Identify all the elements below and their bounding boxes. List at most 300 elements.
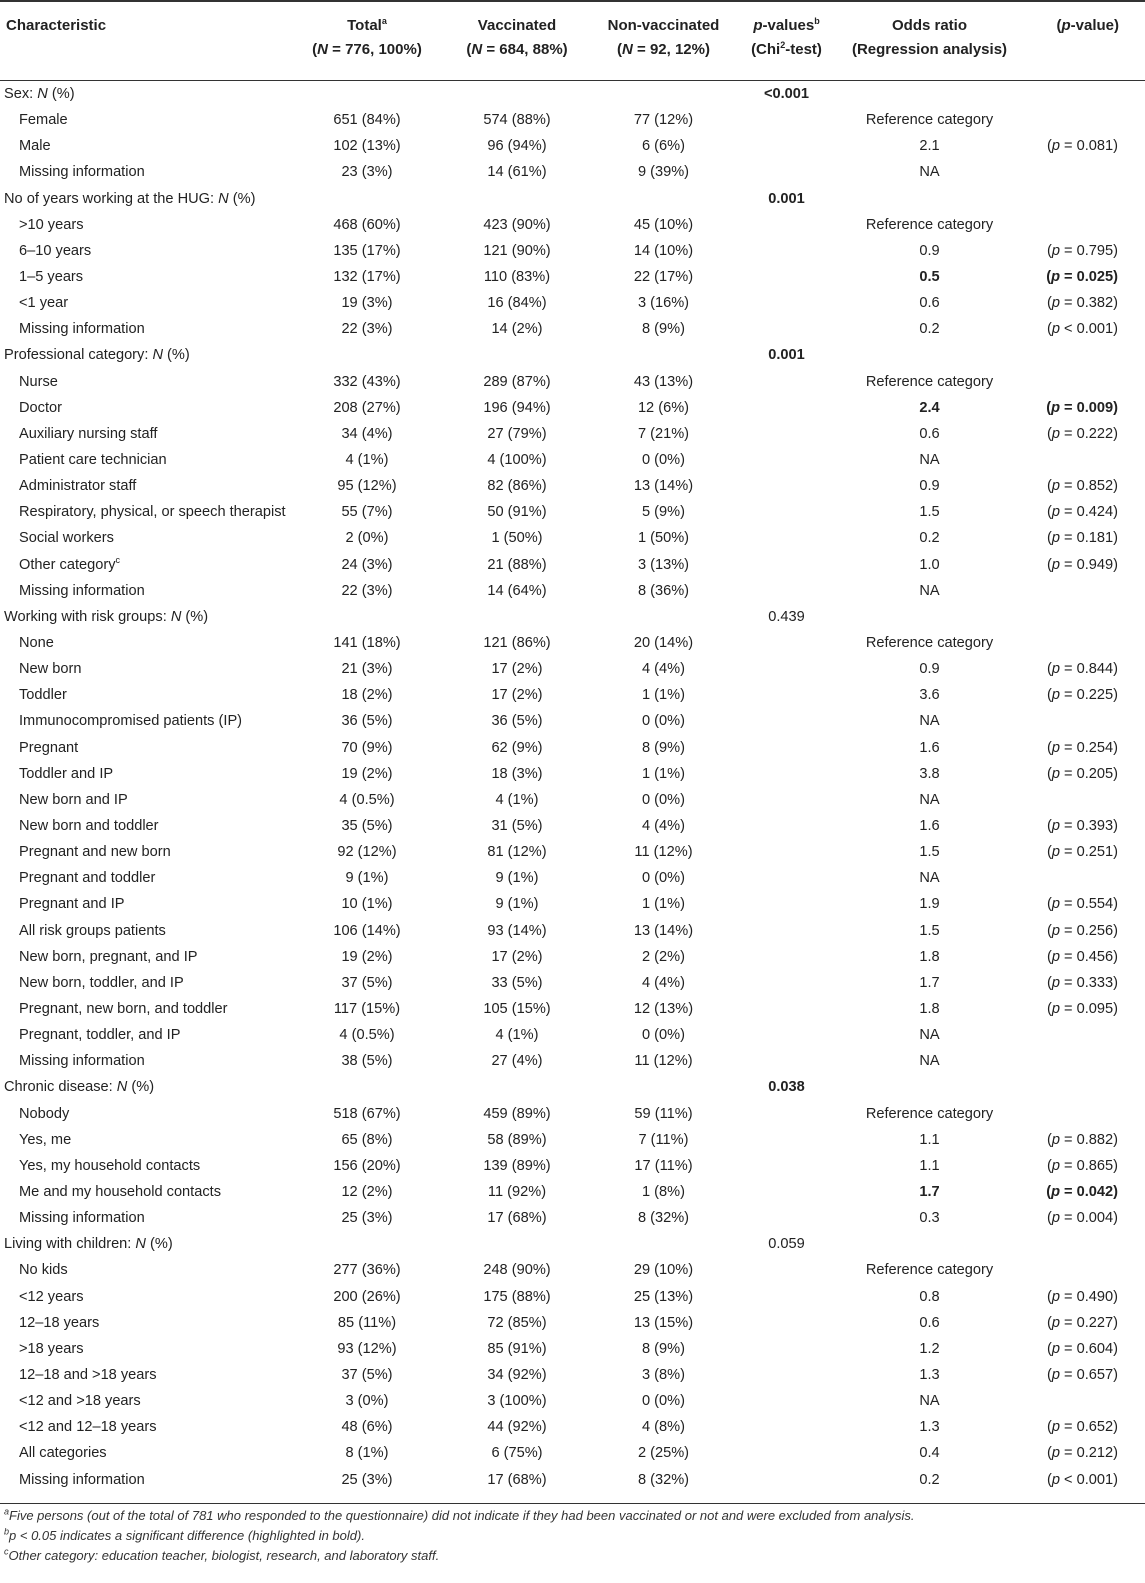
- regression-p-value-cell: (p < 0.001): [1046, 1471, 1118, 1488]
- non-vaccinated-cell: 14 (10%): [633, 242, 694, 259]
- empty-cell: [735, 1388, 838, 1414]
- table-header: [0, 0, 1145, 81]
- empty-cell: [442, 1074, 592, 1100]
- row-label-text: Male: [19, 138, 51, 155]
- row-label: [0, 787, 292, 813]
- row-label-text: <1 year: [19, 295, 69, 312]
- row-label-text: Nurse: [19, 373, 58, 390]
- odds-ratio-cell: Reference category: [865, 635, 994, 652]
- regression-p-value-cell: [1021, 578, 1145, 604]
- vaccinated-cell: 423 (90%): [483, 216, 551, 233]
- row-label: [0, 1414, 292, 1440]
- odds-ratio-cell: 0.6: [919, 295, 940, 312]
- table-row: [0, 1022, 1145, 1048]
- odds-ratio-cell: 0.2: [919, 1471, 940, 1488]
- row-label-text: Pregnant, toddler, and IP: [19, 1027, 181, 1044]
- row-label: [0, 682, 292, 708]
- section-label-n: N: [135, 1236, 146, 1253]
- total-cell: 10 (1%): [341, 896, 393, 913]
- empty-cell: [735, 1336, 838, 1362]
- non-vaccinated-cell: 43 (13%): [633, 373, 694, 390]
- empty-cell: [735, 839, 838, 865]
- empty-cell: [735, 395, 838, 421]
- row-label: [0, 447, 292, 473]
- vaccinated-cell: 14 (61%): [487, 164, 547, 181]
- table-row: [0, 787, 1145, 813]
- section-label: [0, 186, 292, 212]
- vaccinated-cell: 248 (90%): [483, 1262, 551, 1279]
- vaccinated-cell: 96 (94%): [487, 138, 547, 155]
- odds-ratio-cell: 0.9: [919, 661, 940, 678]
- odds-ratio-cell: 1.3: [919, 1419, 940, 1436]
- regression-p-value-cell: (p = 0.657): [1046, 1366, 1118, 1383]
- row-label: [0, 1466, 292, 1492]
- row-label: [0, 499, 292, 525]
- chi-test-p-value: <0.001: [763, 86, 810, 103]
- row-label: [0, 1257, 292, 1283]
- table-row: [0, 578, 1145, 604]
- table-row: [0, 1414, 1145, 1440]
- row-label: [0, 630, 292, 656]
- regression-p-value-cell: (p = 0.095): [1046, 1000, 1118, 1017]
- table-row: [0, 395, 1145, 421]
- total-cell: 37 (5%): [341, 1366, 393, 1383]
- empty-cell: [292, 604, 442, 630]
- row-label: [0, 1100, 292, 1126]
- empty-cell: [735, 1466, 838, 1492]
- empty-cell: [442, 1231, 592, 1257]
- regression-p-value-cell: (p = 0.949): [1046, 556, 1118, 573]
- vaccinated-cell: 72 (85%): [487, 1314, 547, 1331]
- section-label: [0, 81, 292, 107]
- chi-test-p-value: 0.001: [768, 347, 805, 364]
- row-label-text: New born, toddler, and IP: [19, 974, 184, 991]
- odds-ratio-cell: 1.7: [919, 1183, 940, 1200]
- non-vaccinated-cell: 7 (11%): [638, 1131, 689, 1148]
- row-label-text: New born, pregnant, and IP: [19, 948, 198, 965]
- vaccinated-cell: 175 (88%): [483, 1288, 551, 1305]
- total-cell: 23 (3%): [341, 164, 393, 181]
- empty-cell: [1021, 81, 1145, 107]
- empty-cell: [735, 918, 838, 944]
- non-vaccinated-cell: 11 (12%): [634, 844, 693, 861]
- regression-p-value-cell: [1021, 447, 1145, 473]
- vaccinated-cell: 33 (5%): [491, 974, 543, 991]
- vaccinated-cell: 44 (92%): [487, 1419, 547, 1436]
- regression-p-value-cell: (p = 0.795): [1046, 242, 1118, 259]
- row-label: [0, 1388, 292, 1414]
- regression-p-value-cell: [1021, 787, 1145, 813]
- empty-cell: [735, 996, 838, 1022]
- empty-cell: [735, 1179, 838, 1205]
- row-label-text: Yes, me: [19, 1131, 72, 1148]
- row-label: [0, 421, 292, 447]
- empty-cell: [735, 369, 838, 395]
- non-vaccinated-cell: 0 (0%): [642, 791, 685, 808]
- header-vaccinated: Vaccinated (N = 684, 88%): [466, 17, 568, 58]
- table-row: [0, 1388, 1145, 1414]
- non-vaccinated-cell: 2 (25%): [637, 1445, 690, 1462]
- odds-ratio-cell: NA: [919, 582, 940, 599]
- odds-ratio-cell: NA: [919, 870, 940, 887]
- total-cell: 24 (3%): [341, 556, 393, 573]
- odds-ratio-cell: 0.2: [919, 321, 940, 338]
- row-label: [0, 395, 292, 421]
- non-vaccinated-cell: 6 (6%): [642, 138, 685, 155]
- total-cell: 518 (67%): [333, 1105, 401, 1122]
- odds-ratio-cell: 2.1: [919, 138, 940, 155]
- odds-ratio-cell: Reference category: [865, 216, 994, 233]
- section-row: [0, 604, 1145, 630]
- row-label: [0, 708, 292, 734]
- total-cell: 95 (12%): [337, 478, 397, 495]
- regression-p-value-cell: [1021, 1100, 1145, 1126]
- empty-cell: [592, 186, 735, 212]
- empty-cell: [735, 970, 838, 996]
- non-vaccinated-cell: 25 (13%): [633, 1288, 694, 1305]
- total-cell: 22 (3%): [341, 582, 393, 599]
- table-row: [0, 552, 1145, 578]
- section-label-suffix: (%): [163, 347, 190, 364]
- row-label-text: <12 and >18 years: [19, 1393, 141, 1410]
- total-cell: 12 (2%): [341, 1183, 393, 1200]
- total-cell: 34 (4%): [341, 425, 393, 442]
- vaccinated-cell: 62 (9%): [491, 739, 543, 756]
- empty-cell: [1021, 342, 1145, 368]
- empty-cell: [292, 1074, 442, 1100]
- total-cell: 55 (7%): [341, 504, 393, 521]
- vaccinated-cell: 36 (5%): [491, 713, 543, 730]
- regression-p-value-cell: (p = 0.604): [1046, 1340, 1118, 1357]
- regression-p-value-cell: [1021, 369, 1145, 395]
- empty-cell: [735, 813, 838, 839]
- vaccinated-cell: 31 (5%): [491, 818, 543, 834]
- regression-p-value-cell: (p = 0.042): [1046, 1183, 1118, 1200]
- empty-cell: [838, 342, 1021, 368]
- top-rule: [0, 0, 1145, 2]
- odds-ratio-cell: 1.5: [919, 844, 940, 861]
- table-row: [0, 865, 1145, 891]
- table-row: [0, 1205, 1145, 1231]
- empty-cell: [735, 1022, 838, 1048]
- total-cell: 19 (3%): [341, 295, 393, 312]
- odds-ratio-cell: Reference category: [865, 373, 994, 390]
- empty-cell: [735, 552, 838, 578]
- row-label: [0, 212, 292, 238]
- section-label-n: N: [116, 1079, 128, 1096]
- regression-p-value-cell: (p = 0.256): [1046, 922, 1118, 939]
- odds-ratio-cell: 0.8: [919, 1288, 940, 1305]
- empty-cell: [838, 1074, 1021, 1100]
- odds-ratio-cell: 1.1: [919, 1131, 940, 1148]
- total-cell: 65 (8%): [341, 1131, 393, 1148]
- row-label: [0, 1127, 292, 1153]
- vaccinated-cell: 34 (92%): [487, 1366, 547, 1383]
- odds-ratio-cell: 1.7: [919, 974, 940, 991]
- non-vaccinated-cell: 8 (36%): [637, 582, 690, 599]
- odds-ratio-cell: 1.1: [919, 1157, 940, 1174]
- row-label-text: Immunocompromised patients (IP): [19, 713, 243, 730]
- empty-cell: [735, 1310, 838, 1336]
- regression-p-value-cell: [1021, 159, 1145, 185]
- total-cell: 332 (43%): [333, 373, 401, 390]
- empty-cell: [735, 1283, 838, 1309]
- total-cell: 9 (1%): [345, 870, 389, 887]
- vaccinated-cell: 17 (68%): [487, 1471, 547, 1488]
- row-label: [0, 1153, 292, 1179]
- regression-p-value-cell: [1021, 1048, 1145, 1074]
- table-row: [0, 1127, 1145, 1153]
- regression-p-value-cell: [1021, 1022, 1145, 1048]
- row-label: [0, 918, 292, 944]
- row-label-text: 1–5 years: [19, 269, 84, 286]
- non-vaccinated-cell: 8 (32%): [637, 1210, 690, 1227]
- regression-p-value-cell: (p = 0.393): [1046, 818, 1118, 834]
- row-label: [0, 1440, 292, 1466]
- header-rule: [0, 80, 1145, 81]
- total-cell: 2 (0%): [345, 530, 389, 547]
- section-label: [0, 1231, 292, 1257]
- odds-ratio-cell: 0.5: [919, 269, 940, 286]
- vaccinated-cell: 9 (1%): [495, 896, 539, 913]
- total-cell: 4 (1%): [345, 452, 389, 469]
- non-vaccinated-cell: 0 (0%): [642, 713, 685, 730]
- regression-p-value-cell: (p < 0.001): [1046, 321, 1118, 338]
- row-label: [0, 473, 292, 499]
- table-row: [0, 133, 1145, 159]
- vaccinated-cell: 17 (2%): [491, 687, 543, 704]
- regression-p-value-cell: (p = 0.009): [1046, 399, 1118, 416]
- regression-p-value-cell: (p = 0.227): [1046, 1314, 1118, 1331]
- non-vaccinated-cell: 1 (1%): [642, 687, 685, 704]
- regression-p-value-cell: (p = 0.251): [1046, 844, 1118, 861]
- vaccinated-cell: 3 (100%): [487, 1393, 547, 1410]
- non-vaccinated-cell: 0 (0%): [642, 870, 685, 887]
- empty-cell: [735, 1100, 838, 1126]
- total-cell: 117 (15%): [333, 1000, 401, 1017]
- regression-p-value-cell: (p = 0.222): [1046, 425, 1118, 442]
- row-label-text: Pregnant, new born, and toddler: [19, 1000, 228, 1017]
- non-vaccinated-cell: 2 (2%): [642, 948, 685, 965]
- section-label-n: N: [152, 347, 163, 364]
- vaccinated-cell: 82 (86%): [487, 478, 547, 495]
- total-cell: 651 (84%): [333, 112, 401, 129]
- table-row: [0, 264, 1145, 290]
- row-label: [0, 525, 292, 551]
- non-vaccinated-cell: 8 (32%): [637, 1471, 690, 1488]
- table-body: [0, 81, 1145, 1493]
- row-label-text: Missing information: [19, 582, 145, 599]
- total-cell: 48 (6%): [341, 1419, 393, 1436]
- table-row: [0, 944, 1145, 970]
- row-label-text: All risk groups patients: [19, 922, 166, 939]
- empty-cell: [735, 1127, 838, 1153]
- table-row: [0, 1179, 1145, 1205]
- empty-cell: [838, 1231, 1021, 1257]
- row-label: [0, 1336, 292, 1362]
- odds-ratio-cell: NA: [919, 791, 940, 808]
- non-vaccinated-cell: 0 (0%): [642, 1393, 685, 1410]
- vaccinated-cell: 85 (91%): [487, 1340, 547, 1357]
- empty-cell: [735, 944, 838, 970]
- section-label: [0, 342, 292, 368]
- non-vaccinated-cell: 8 (9%): [642, 739, 685, 756]
- row-label-text: New born: [19, 661, 82, 678]
- empty-cell: [735, 578, 838, 604]
- empty-cell: [735, 107, 838, 133]
- table-row: [0, 630, 1145, 656]
- row-label-text: Pregnant and toddler: [19, 870, 156, 887]
- non-vaccinated-cell: 1 (1%): [642, 896, 685, 913]
- regression-p-value-cell: (p = 0.254): [1046, 739, 1118, 756]
- empty-cell: [735, 1440, 838, 1466]
- regression-p-value-cell: [1021, 107, 1145, 133]
- row-label-text: Missing information: [19, 321, 145, 338]
- regression-p-value-cell: (p = 0.225): [1046, 687, 1118, 704]
- empty-cell: [735, 264, 838, 290]
- total-cell: 93 (12%): [337, 1340, 397, 1357]
- empty-cell: [735, 708, 838, 734]
- empty-cell: [735, 1257, 838, 1283]
- regression-p-value-cell: (p = 0.181): [1046, 530, 1118, 547]
- non-vaccinated-cell: 13 (15%): [633, 1314, 694, 1331]
- non-vaccinated-cell: 13 (14%): [633, 922, 694, 939]
- non-vaccinated-cell: 8 (9%): [642, 321, 685, 338]
- row-label: [0, 944, 292, 970]
- total-cell: 38 (5%): [341, 1053, 393, 1070]
- non-vaccinated-cell: 7 (21%): [637, 425, 690, 442]
- section-label-text: Living with children:: [4, 1236, 136, 1253]
- row-label-text: Toddler: [19, 687, 67, 704]
- non-vaccinated-cell: 13 (14%): [633, 478, 694, 495]
- header-total: Total$^a$ (N = 776, 100%): [312, 16, 422, 58]
- row-label-text: New born and toddler: [19, 818, 159, 834]
- empty-cell: [592, 604, 735, 630]
- vaccinated-cell: 16 (84%): [487, 295, 547, 312]
- row-label-text: 12–18 years: [19, 1314, 100, 1331]
- section-label-suffix: (%): [47, 86, 75, 103]
- section-label-suffix: (%): [228, 190, 256, 207]
- empty-cell: [292, 1231, 442, 1257]
- total-cell: 468 (60%): [333, 216, 401, 233]
- empty-cell: [735, 316, 838, 342]
- regression-p-value-cell: (p = 0.424): [1046, 504, 1118, 521]
- row-label: [0, 761, 292, 787]
- row-label-text: Yes, my household contacts: [19, 1157, 201, 1174]
- empty-cell: [442, 604, 592, 630]
- empty-cell: [735, 238, 838, 264]
- table-row: [0, 525, 1145, 551]
- regression-p-value-cell: [1021, 630, 1145, 656]
- non-vaccinated-cell: 3 (16%): [637, 295, 690, 312]
- non-vaccinated-cell: 20 (14%): [633, 635, 694, 652]
- row-label-text: >10 years: [19, 216, 84, 233]
- empty-cell: [735, 159, 838, 185]
- odds-ratio-cell: NA: [919, 713, 940, 730]
- total-cell: 141 (18%): [333, 635, 401, 652]
- section-label-text: No of years working at the HUG:: [4, 190, 219, 207]
- row-label: [0, 656, 292, 682]
- empty-cell: [735, 133, 838, 159]
- empty-cell: [735, 865, 838, 891]
- vaccinated-cell: 289 (87%): [483, 373, 551, 390]
- vaccinated-cell: 14 (64%): [487, 582, 547, 599]
- row-label-text: Nobody: [19, 1105, 70, 1122]
- odds-ratio-cell: 0.6: [919, 1314, 940, 1331]
- empty-cell: [735, 1153, 838, 1179]
- table-row: [0, 1153, 1145, 1179]
- empty-cell: [838, 186, 1021, 212]
- chi-test-p-value: 0.038: [768, 1079, 805, 1096]
- non-vaccinated-cell: 4 (4%): [642, 661, 685, 678]
- row-label: [0, 238, 292, 264]
- section-label-n: N: [37, 86, 48, 103]
- odds-ratio-cell: 0.3: [919, 1210, 940, 1227]
- table-row: [0, 735, 1145, 761]
- row-label: [0, 316, 292, 342]
- regression-p-value-cell: (p = 0.865): [1046, 1157, 1118, 1174]
- row-label-text: Missing information: [19, 1210, 145, 1227]
- section-row: [0, 342, 1145, 368]
- non-vaccinated-cell: 4 (4%): [642, 818, 685, 834]
- empty-cell: [735, 630, 838, 656]
- vaccinated-cell: 6 (75%): [491, 1445, 543, 1462]
- row-label: [0, 735, 292, 761]
- odds-ratio-cell: Reference category: [865, 1262, 994, 1279]
- empty-cell: [735, 735, 838, 761]
- total-cell: 106 (14%): [333, 922, 401, 939]
- vaccinated-cell: 14 (2%): [491, 321, 543, 338]
- row-label-text: Missing information: [19, 1053, 145, 1070]
- empty-cell: [592, 1074, 735, 1100]
- odds-ratio-cell: 1.3: [919, 1366, 940, 1383]
- table-row: [0, 761, 1145, 787]
- odds-ratio-cell: 1.5: [919, 504, 940, 521]
- table-row: [0, 107, 1145, 133]
- row-label: [0, 552, 292, 578]
- non-vaccinated-cell: 45 (10%): [633, 216, 694, 233]
- row-label-text: Pregnant and IP: [19, 896, 125, 913]
- empty-cell: [735, 290, 838, 316]
- table-row: [0, 473, 1145, 499]
- row-label-text: No kids: [19, 1262, 68, 1279]
- empty-cell: [592, 81, 735, 107]
- odds-ratio-cell: Reference category: [865, 1105, 994, 1122]
- row-label: [0, 1283, 292, 1309]
- empty-cell: [735, 499, 838, 525]
- total-cell: 277 (36%): [333, 1262, 401, 1279]
- table-row: [0, 1310, 1145, 1336]
- row-label-text: All categories: [19, 1445, 107, 1462]
- row-label-text: Other category: [19, 556, 116, 573]
- row-label: [0, 578, 292, 604]
- odds-ratio-cell: 1.8: [919, 948, 940, 965]
- section-row: [0, 81, 1145, 107]
- vaccinated-cell: 17 (2%): [491, 661, 543, 678]
- total-cell: 200 (26%): [333, 1288, 401, 1305]
- bottom-rule: [0, 1503, 1145, 1504]
- empty-cell: [442, 81, 592, 107]
- odds-ratio-cell: NA: [919, 164, 940, 181]
- vaccinated-cell: 50 (91%): [487, 504, 547, 521]
- total-cell: 21 (3%): [341, 661, 393, 678]
- regression-p-value-cell: (p = 0.333): [1046, 974, 1118, 991]
- table-row: [0, 1440, 1145, 1466]
- total-cell: 25 (3%): [341, 1471, 393, 1488]
- non-vaccinated-cell: 9 (39%): [637, 164, 690, 181]
- row-label-text: Administrator staff: [19, 478, 137, 495]
- row-label: [0, 891, 292, 917]
